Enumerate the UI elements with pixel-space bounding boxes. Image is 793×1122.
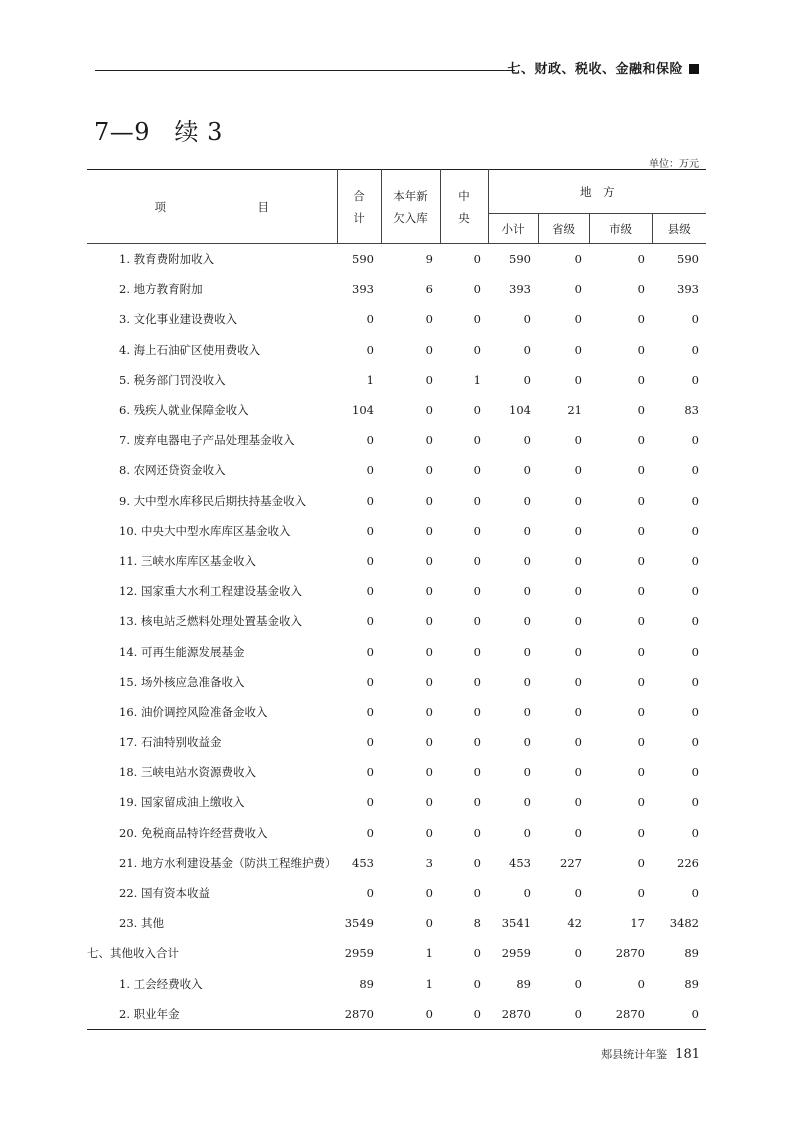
cell-value: 0 [523,493,531,508]
cell-value: 0 [574,886,582,901]
cell-value: 0 [425,765,433,780]
cell-value: 0 [637,644,645,659]
cell-value: 0 [523,433,531,448]
cell-value: 0 [523,644,531,659]
cell-value: 89 [684,946,699,961]
cell-value: 0 [473,946,481,961]
table-body [87,244,706,1030]
col-county: 县级 [652,214,706,244]
table-row [87,486,706,516]
cell-value: 0 [366,553,374,568]
cell-value: 104 [509,403,531,418]
cell-value: 0 [425,916,433,931]
cell-value: 0 [523,372,531,387]
cell-value: 0 [473,312,481,327]
table-row [87,425,706,455]
cell-value: 0 [473,403,481,418]
section-title [507,58,699,77]
cell-value: 0 [381,999,440,1030]
cell-value: 0 [637,433,645,448]
section-title-text: 七、财政、税收、金融和保险 [507,62,683,77]
cell-value: 0 [440,999,488,1030]
cell-value: 42 [567,916,582,931]
cell-value: 0 [574,584,582,599]
cell-value: 2870 [337,999,381,1030]
col-total-label: 合计 [353,188,365,225]
cell-value: 0 [425,403,433,418]
cell-value: 0 [425,553,433,568]
cell-value: 0 [574,433,582,448]
table-row [87,969,706,999]
cell-value: 0 [425,674,433,689]
cell-value: 0 [473,523,481,538]
header-rule [95,70,515,71]
cell-value: 0 [691,312,699,327]
cell-value: 0 [523,674,531,689]
cell-value: 0 [425,312,433,327]
table-row [87,304,706,334]
cell-value: 0 [523,342,531,357]
cell-value: 0 [425,886,433,901]
cell-value: 0 [523,553,531,568]
row-label: 13. 核电站乏燃料处理处置基金收入 [119,614,302,629]
cell-value: 0 [425,523,433,538]
cell-value: 2959 [501,946,531,961]
cell-value: 0 [473,463,481,478]
cell-value: 0 [366,735,374,750]
table-row [87,335,706,365]
col-new-arrears-label: 本年新欠入库 [393,188,428,225]
cell-value: 393 [352,282,374,297]
cell-value: 0 [637,976,645,991]
cell-value: 0 [366,674,374,689]
cell-value: 0 [473,976,481,991]
cell-value: 0 [473,795,481,810]
row-label: 21. 地方水利建设基金（防洪工程维护费） [119,855,337,870]
book-title: 郏县统计年鉴 [601,1048,668,1061]
row-label: 10. 中央大中型水库库区基金收入 [119,523,291,538]
cell-value: 0 [691,644,699,659]
cell-value: 0 [523,312,531,327]
row-label: 7. 废弃电器电子产品处理基金收入 [119,433,295,448]
row-label: 15. 场外核应急准备收入 [119,674,245,689]
row-label: 七、其他收入合计 [87,946,179,961]
cell-value: 0 [637,252,645,267]
cell-value: 2870 [589,999,652,1030]
cell-value: 0 [473,433,481,448]
cell-value: 0 [366,825,374,840]
table-row [87,697,706,727]
cell-value: 0 [637,342,645,357]
row-label: 3. 文化事业建设费收入 [119,312,238,327]
cell-value: 89 [359,976,374,991]
cell-value: 0 [691,463,699,478]
cell-value: 0 [691,825,699,840]
cell-value: 0 [523,795,531,810]
table-row [87,757,706,787]
row-label: 22. 国有资本收益 [119,886,210,901]
cell-value: 1 [366,372,374,387]
cell-value: 0 [473,735,481,750]
cell-value: 0 [637,704,645,719]
cell-value: 3 [425,855,433,870]
table-row [87,274,706,304]
page-footer [601,1046,700,1062]
cell-value: 0 [574,523,582,538]
cell-value: 0 [691,674,699,689]
row-label: 6. 残疾人就业保障金收入 [119,403,249,418]
cell-value: 0 [691,795,699,810]
cell-value: 590 [509,252,531,267]
cell-value: 0 [473,825,481,840]
cell-value: 226 [677,855,699,870]
cell-value: 0 [691,704,699,719]
col-local: 地 方 [488,170,706,214]
cell-value: 2959 [344,946,374,961]
cell-value: 0 [637,403,645,418]
cell-value: 0 [637,795,645,810]
cell-value: 0 [691,342,699,357]
cell-value: 0 [366,584,374,599]
cell-value: 0 [691,614,699,629]
cell-value: 0 [574,704,582,719]
cell-value: 0 [637,523,645,538]
cell-value: 0 [425,825,433,840]
cell-value: 0 [691,886,699,901]
cell-value: 0 [637,614,645,629]
row-label: 5. 税务部门罚没收入 [119,372,226,387]
col-province: 省级 [538,214,589,244]
cell-value: 0 [366,614,374,629]
cell-value: 227 [560,855,582,870]
table-row [87,908,706,938]
cell-value: 0 [574,946,582,961]
cell-value: 89 [684,976,699,991]
cell-value: 6 [425,282,433,297]
page-number: 181 [675,1047,700,1062]
cell-value: 0 [473,282,481,297]
row-label: 2. 职业年金 [87,999,337,1030]
cell-value: 0 [574,795,582,810]
cell-value: 0 [523,584,531,599]
cell-value: 0 [425,644,433,659]
table-row [87,546,706,576]
table-header [87,170,706,244]
cell-value: 2870 [615,946,645,961]
cell-value: 0 [574,372,582,387]
table-row [87,244,706,275]
cell-value: 0 [574,252,582,267]
table-row [87,606,706,636]
cell-value: 393 [509,282,531,297]
cell-value: 0 [425,433,433,448]
table-number: 7—9 续 3 [94,118,223,146]
cell-value: 0 [366,704,374,719]
cell-value: 0 [366,795,374,810]
row-label: 4. 海上石油矿区使用费收入 [119,342,261,357]
cell-value: 393 [677,282,699,297]
cell-value: 0 [691,523,699,538]
cell-value: 0 [691,735,699,750]
cell-value: 0 [691,372,699,387]
cell-value: 0 [574,644,582,659]
table-row [87,516,706,546]
cell-value: 0 [425,493,433,508]
cell-value: 9 [425,252,433,267]
cell-value: 0 [473,886,481,901]
cell-value: 0 [523,463,531,478]
cell-value: 0 [637,312,645,327]
cell-value: 0 [473,855,481,870]
cell-value: 0 [366,765,374,780]
table-row [87,818,706,848]
col-item: 项 目 [87,170,337,244]
cell-value: 0 [473,644,481,659]
cell-value: 3549 [344,916,374,931]
cell-value: 0 [637,825,645,840]
cell-value: 0 [473,553,481,568]
cell-value: 0 [574,825,582,840]
cell-value: 21 [567,403,582,418]
cell-value: 0 [425,342,433,357]
table-row [87,576,706,606]
cell-value: 0 [637,674,645,689]
cell-value: 83 [684,403,699,418]
row-label: 1. 工会经费收入 [119,976,203,991]
cell-value: 0 [574,735,582,750]
cell-value: 0 [523,765,531,780]
cell-value: 0 [637,282,645,297]
cell-value: 0 [366,523,374,538]
table-row [87,667,706,697]
cell-value: 1 [473,372,481,387]
col-total [337,170,381,244]
cell-value: 590 [677,252,699,267]
cell-value: 0 [425,735,433,750]
cell-value: 0 [574,312,582,327]
cell-value: 0 [366,493,374,508]
cell-value: 590 [352,252,374,267]
table-row [87,787,706,817]
cell-value: 0 [637,372,645,387]
cell-value: 3541 [501,916,531,931]
cell-value: 0 [691,433,699,448]
row-label: 19. 国家留成油上缴收入 [119,795,245,810]
cell-value: 453 [352,855,374,870]
cell-value: 0 [652,999,706,1030]
cell-value: 0 [473,704,481,719]
cell-value: 0 [473,765,481,780]
cell-value: 104 [352,403,374,418]
cell-value: 0 [691,765,699,780]
cell-value: 0 [637,765,645,780]
cell-value: 89 [516,976,531,991]
cell-value: 453 [509,855,531,870]
cell-value: 0 [637,463,645,478]
cell-value: 0 [473,342,481,357]
col-subtotal: 小计 [488,214,538,244]
row-label: 14. 可再生能源发展基金 [119,644,245,659]
cell-value: 0 [473,252,481,267]
col-city: 市级 [589,214,652,244]
cell-value: 0 [523,735,531,750]
cell-value: 8 [473,916,481,931]
cell-value: 0 [425,463,433,478]
cell-value: 0 [425,795,433,810]
cell-value: 0 [574,553,582,568]
cell-value: 0 [473,493,481,508]
col-central [440,170,488,244]
table-row [87,455,706,485]
cell-value: 0 [574,282,582,297]
unit-label: 单位：万元 [649,159,699,170]
square-icon [689,64,699,74]
cell-value: 0 [691,584,699,599]
cell-value: 0 [691,493,699,508]
table-row [87,395,706,425]
cell-value: 0 [691,553,699,568]
row-label: 18. 三峡电站水资源费收入 [119,765,256,780]
cell-value: 0 [523,704,531,719]
cell-value: 0 [523,886,531,901]
table-row [87,636,706,666]
cell-value: 0 [574,614,582,629]
cell-value: 0 [574,493,582,508]
row-label: 11. 三峡水库库区基金收入 [119,553,256,568]
cell-value: 0 [473,614,481,629]
cell-value: 1 [425,976,433,991]
cell-value: 0 [366,463,374,478]
cell-value: 0 [473,584,481,599]
row-label: 17. 石油特别收益金 [119,735,222,750]
cell-value: 0 [574,463,582,478]
table-row [87,727,706,757]
cell-value: 0 [637,553,645,568]
col-central-label: 中央 [458,188,470,225]
row-label: 20. 免税商品特许经营费收入 [119,825,268,840]
cell-value: 17 [630,916,645,931]
statistics-table [87,169,706,1030]
row-label: 2. 地方教育附加 [119,282,203,297]
cell-value: 0 [425,584,433,599]
table-row [87,999,706,1030]
cell-value: 0 [366,342,374,357]
cell-value: 0 [366,644,374,659]
row-label: 8. 农网还贷资金收入 [119,463,226,478]
cell-value: 0 [523,825,531,840]
cell-value: 0 [425,704,433,719]
cell-value: 0 [366,312,374,327]
cell-value: 0 [425,372,433,387]
row-label: 16. 油价调控风险准备金收入 [119,704,268,719]
col-new-arrears [381,170,440,244]
cell-value: 0 [574,674,582,689]
table-row [87,365,706,395]
cell-value: 0 [637,855,645,870]
row-label: 9. 大中型水库移民后期扶持基金收入 [119,493,307,508]
cell-value: 0 [637,584,645,599]
cell-value: 0 [574,765,582,780]
cell-value: 0 [637,735,645,750]
cell-value: 0 [523,523,531,538]
cell-value: 0 [637,886,645,901]
cell-value: 0 [637,493,645,508]
cell-value: 0 [574,342,582,357]
cell-value: 0 [574,976,582,991]
row-label: 1. 教育费附加收入 [119,252,215,267]
cell-value: 1 [425,946,433,961]
table-row [87,878,706,908]
table-row [87,848,706,878]
cell-value: 0 [366,433,374,448]
cell-value: 2870 [488,999,538,1030]
cell-value: 0 [538,999,589,1030]
row-label: 12. 国家重大水利工程建设基金收入 [119,584,302,599]
row-label: 23. 其他 [119,916,164,931]
cell-value: 0 [523,614,531,629]
cell-value: 3482 [669,916,699,931]
table-row [87,938,706,968]
cell-value: 0 [366,886,374,901]
cell-value: 0 [473,674,481,689]
cell-value: 0 [425,614,433,629]
